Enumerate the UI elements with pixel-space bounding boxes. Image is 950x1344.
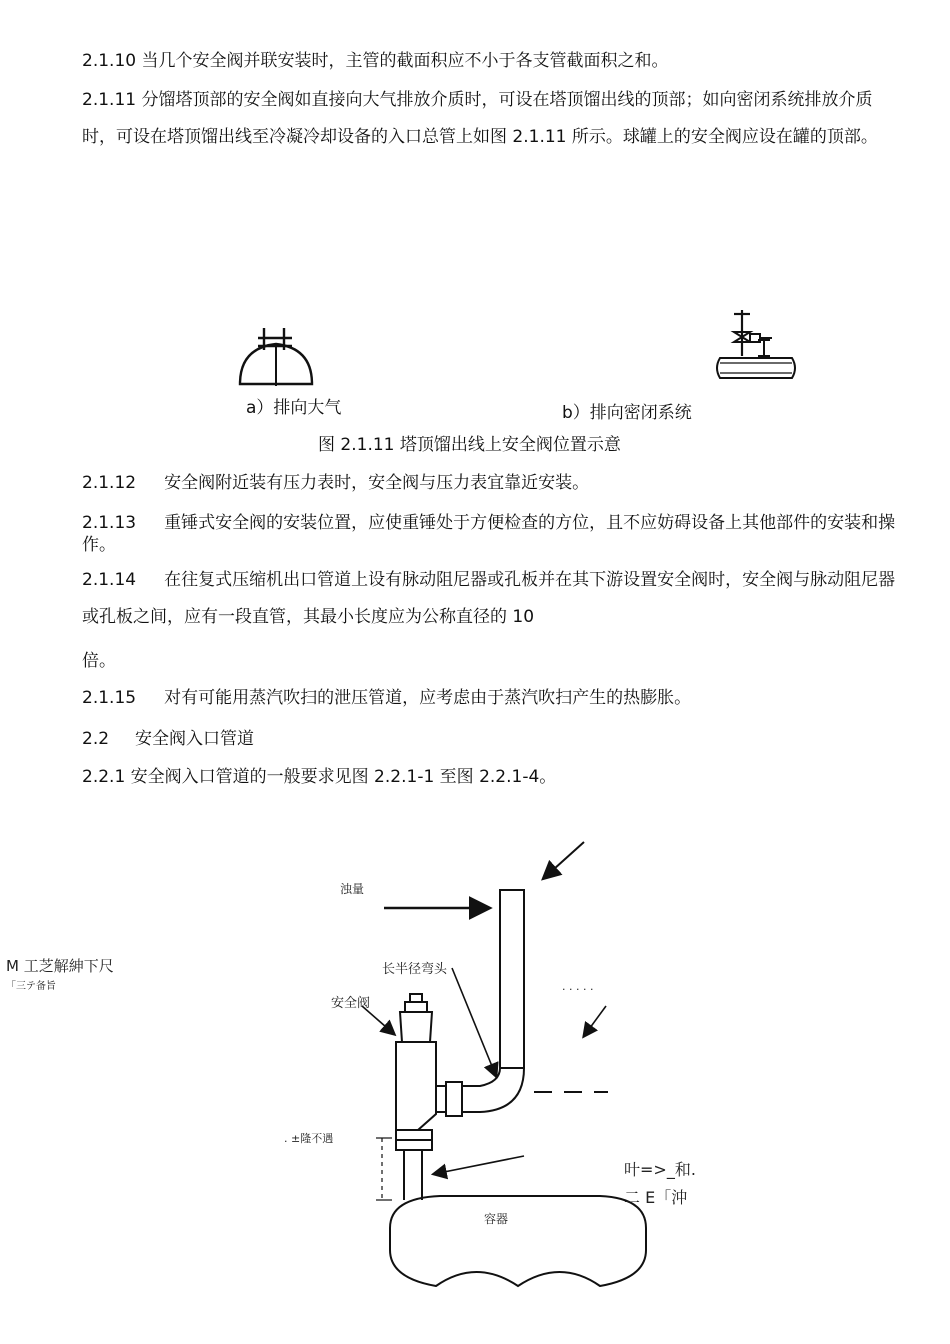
- figure-2-1-11-a-diagram: [236, 326, 316, 392]
- clause-number: 2.1.12: [82, 473, 137, 493]
- clause-text: 在往复式压缩机出口管道上设有脉动阻尼器或孔板并在其下游设置安全阀时，安全阀与脉动阻尼器或孔板之间，应有一段直管，其最小长度应为公称直径的 10: [82, 570, 896, 627]
- right-note-line2: 二 E「沖: [624, 1188, 688, 1207]
- figure-2-2-1-diagram: [0, 830, 950, 1344]
- figure-2-1-11-b-diagram: [712, 308, 802, 384]
- paragraph-2-1-13: [82, 512, 902, 556]
- clause-text: 对有可能用蒸汽吹扫的泄压管道，应考虑由于蒸汽吹扫产生的热膨胀。: [164, 688, 692, 708]
- clause-text: 安全阀附近装有压力表时，安全阀与压力表宜靠近安装。: [164, 473, 590, 493]
- section-title: 安全阀入口管道: [135, 729, 255, 749]
- label-pressure-drop: . ±隆不遇: [284, 1132, 334, 1145]
- clause-number: 2.1.15: [82, 688, 137, 708]
- paragraph-2-1-12: [82, 465, 902, 502]
- left-note-line1: M 工芝解紳下尺: [6, 957, 114, 975]
- paragraph-2-1-15: [82, 680, 902, 717]
- label-safety-valve: 安全阀: [331, 996, 371, 1011]
- clause-text: 重锤式安全阀的安装位置，应使重锤处于方便检查的方位，且不应妨碍设备上其他部件的安装和操作。: [82, 513, 896, 555]
- left-note-line2: 「三テ备旨: [6, 981, 56, 992]
- label-long-radius-elbow: 长半径弯头: [382, 962, 448, 977]
- clause-number: 2.1.14: [82, 570, 137, 590]
- section-number: 2.2: [82, 729, 110, 749]
- label-vessel: 容器: [484, 1212, 509, 1226]
- clause-number: 2.1.13: [82, 513, 137, 533]
- paragraph-2-1-10: 2.1.10 当几个安全阀并联安装时，主管的截面积应不小于各支管截面积之和。: [82, 51, 669, 71]
- paragraph-2-1-11: 2.1.11 分馏塔顶部的安全阀如直接向大气排放介质时，可设在塔顶馏出线的顶部；如向密闭系统排放介质时，可设在塔顶馏出线至冷凝冷却设备的入口总管上如图 2.1.11 所示。球罐上的安全阀应设在罐的顶部。: [82, 90, 878, 147]
- paragraph-2-2-1: 2.2.1 安全阀入口管道的一般要求见图 2.2.1-1 至图 2.2.1-4。: [82, 767, 557, 787]
- figure-2-1-11-caption: 图 2.1.11 塔顶馏出线上安全阀位置示意: [318, 435, 621, 455]
- section-heading-2-2: [82, 721, 902, 758]
- label-dots: . . . . .: [562, 980, 594, 993]
- paragraph-2-1-14: [82, 562, 902, 636]
- right-note-line1: 叶=>_和.: [624, 1160, 696, 1179]
- figure-caption-a: a）排向大气: [246, 398, 342, 418]
- paragraph-2-1-14-tail: 倍。: [82, 651, 116, 671]
- label-flow: 浊量: [340, 882, 365, 896]
- figure-caption-b: b）排向密闭系统: [562, 403, 692, 423]
